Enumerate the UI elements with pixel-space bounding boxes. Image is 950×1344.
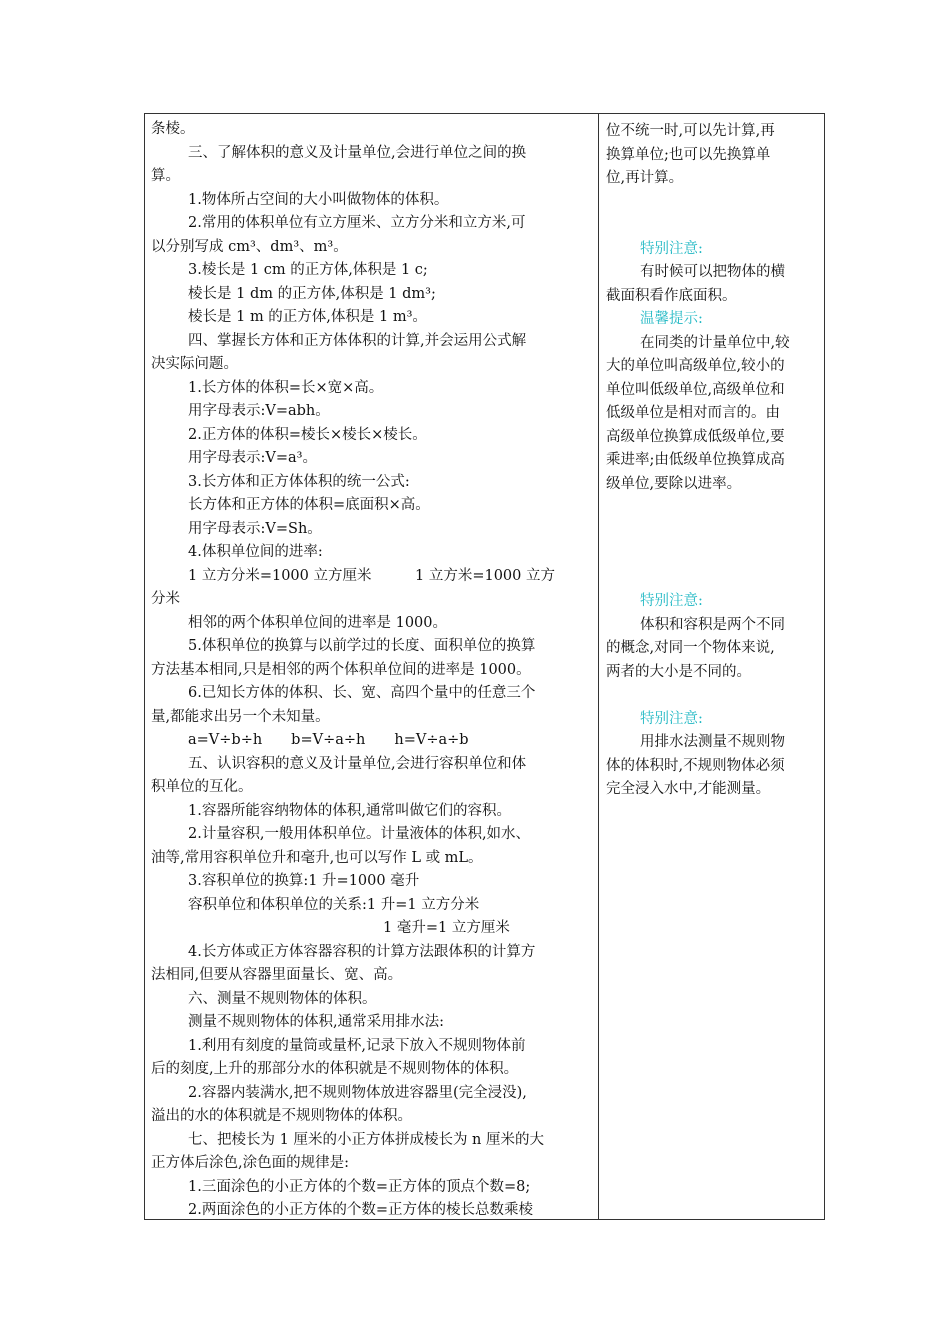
main-text-line: 分米	[151, 591, 180, 607]
main-text-line: 用字母表示:V=abh。	[188, 403, 330, 419]
main-text-line: 六、测量不规则物体的体积。	[188, 990, 377, 1007]
main-text-line: 决实际问题。	[151, 356, 238, 372]
main-text-line: 1 毫升=1 立方厘米	[383, 920, 510, 936]
note-text-line: 位不统一时,可以先计算,再	[606, 123, 775, 139]
main-text-line: 测量不规则物体的体积,通常采用排水法:	[188, 1014, 444, 1030]
main-text-line: 2.两面涂色的小正方体的个数=正方体的棱长总数乘棱	[188, 1202, 533, 1218]
main-text-line: 三、了解体积的意义及计量单位,会进行单位之间的换	[188, 144, 527, 161]
note-text-line: 用排水法测量不规则物	[640, 734, 785, 750]
spacer	[606, 191, 818, 215]
note-text-line: 单位叫低级单位,高级单位和	[606, 381, 785, 398]
main-text-line: 5.体积单位的换算与以前学过的长度、面积单位的换算	[188, 638, 536, 654]
main-text-line: 3.容积单位的换算:1 升=1000 毫升	[188, 873, 420, 889]
note-text-line: 的概念,对同一个物体来说,	[606, 640, 775, 656]
main-text-line: 长方体和正方体的体积=底面积×高。	[188, 497, 430, 513]
spacer	[606, 496, 818, 520]
main-text-line: 3.棱长是 1 cm 的正方体,体积是 1 c;	[188, 262, 428, 278]
main-text-line: 后的刻度,上升的那部分水的体积就是不规则物体的体积。	[151, 1061, 519, 1077]
spacer	[606, 214, 818, 238]
main-text-line: 1.长方体的体积=长×宽×高。	[188, 379, 384, 396]
main-text-line: 1.容器所能容纳物体的体积,通常叫做它们的容积。	[188, 802, 511, 819]
main-text-line: 用字母表示:V=a³。	[188, 450, 317, 466]
main-text-line: 溢出的水的体积就是不规则物体的体积。	[151, 1108, 412, 1124]
note-text-line: 乘进率;由低级单位换算成高	[606, 452, 785, 468]
main-text-line: 积单位的互化。	[151, 779, 253, 795]
spacer	[606, 567, 818, 591]
main-text-line: 正方体后涂色,涂色面的规律是:	[151, 1155, 349, 1171]
main-text-line: 相邻的两个体积单位间的进率是 1000。	[188, 614, 448, 631]
main-text-line: 法相同,但要从容器里面量长、宽、高。	[151, 967, 403, 983]
main-text-line: 6.已知长方体的体积、长、宽、高四个量中的任意三个	[188, 685, 536, 701]
main-text-line: 方法基本相同,只是相邻的两个体积单位间的进率是 1000。	[151, 661, 531, 678]
main-text-line: 用字母表示:V=Sh。	[188, 520, 322, 537]
spacer	[606, 543, 818, 567]
note-text-line: 有时候可以把物体的横	[640, 264, 785, 280]
main-column	[151, 118, 591, 1223]
note-text-line: 体的体积时,不规则物体必须	[606, 757, 785, 774]
spacer	[606, 520, 818, 544]
main-text-line: 容积单位和体积单位的关系:1 升=1 立方分米	[188, 896, 480, 913]
main-text-line: 2.计量容积,一般用体积单位。计量液体的体积,如水、	[188, 826, 531, 842]
spacer	[606, 684, 818, 708]
main-text-line: a=V÷b÷h b=V÷a÷h h=V÷a÷b	[188, 732, 469, 748]
main-text-line: 棱长是 1 dm 的正方体,体积是 1 dm³;	[188, 285, 436, 302]
main-text-line: 量,都能求出另一个未知量。	[151, 708, 330, 725]
note-text-line: 换算单位;也可以先换算单	[606, 146, 771, 163]
main-text-line: 3.长方体和正方体体积的统一公式:	[188, 473, 410, 490]
note-text-line: 体积和容积是两个不同	[640, 616, 785, 633]
note-heading: 温馨提示:	[640, 311, 703, 327]
note-text-line: 高级单位换算成低级单位,要	[606, 428, 785, 445]
main-text-line: 七、把棱长为 1 厘米的小正方体拼成棱长为 n 厘米的大	[188, 1131, 544, 1148]
note-text-line: 级单位,要除以进率。	[606, 475, 742, 492]
main-text-line: 以分别写成 cm³、dm³、m³。	[151, 238, 348, 255]
side-notes-column	[606, 120, 818, 802]
note-heading: 特别注意:	[640, 240, 703, 257]
note-text-line: 完全浸入水中,才能测量。	[606, 781, 771, 797]
main-text-line: 4.体积单位间的进率:	[188, 544, 323, 560]
main-text-line: 2.容器内装满水,把不规则物体放进容器里(完全浸没),	[188, 1084, 527, 1101]
main-text-line: 五、认识容积的意义及计量单位,会进行容积单位和体	[188, 755, 527, 772]
note-text-line: 截面积看作底面积。	[606, 287, 737, 304]
note-text-line: 大的单位叫高级单位,较小的	[606, 358, 785, 374]
main-text-line: 条棱。	[151, 121, 195, 137]
note-heading: 特别注意:	[640, 593, 703, 609]
main-text-line: 四、掌握长方体和正方体体积的计算,并会运用公式解	[188, 332, 527, 349]
main-text-line: 算。	[151, 168, 180, 184]
main-text-line: 1.三面涂色的小正方体的个数=正方体的顶点个数=8;	[188, 1178, 531, 1195]
main-text-line: 2.正方体的体积=棱长×棱长×棱长。	[188, 426, 427, 443]
main-text-line: 1.物体所占空间的大小叫做物体的体积。	[188, 191, 449, 208]
main-text-line: 1.利用有刻度的量筒或量杯,记录下放入不规则物体前	[188, 1037, 526, 1054]
main-text-line: 2.常用的体积单位有立方厘米、立方分米和立方米,可	[188, 215, 526, 231]
note-text-line: 在同类的计量单位中,较	[640, 334, 790, 351]
note-text-line: 位,再计算。	[606, 170, 684, 186]
note-text-line: 低级单位是相对而言的。由	[606, 405, 780, 421]
note-heading: 特别注意:	[640, 710, 703, 727]
main-text-line: 油等,常用容积单位升和毫升,也可以写作 L 或 mL。	[151, 849, 483, 866]
main-text-line: 棱长是 1 m 的正方体,体积是 1 m³。	[188, 309, 427, 325]
main-text-line: 4.长方体或正方体容器容积的计算方法跟体积的计算方	[188, 943, 536, 960]
note-text-line: 两者的大小是不同的。	[606, 663, 751, 680]
column-divider	[598, 113, 599, 1220]
main-text-line: 1 立方分米=1000 立方厘米 1 立方米=1000 立方	[188, 567, 555, 584]
